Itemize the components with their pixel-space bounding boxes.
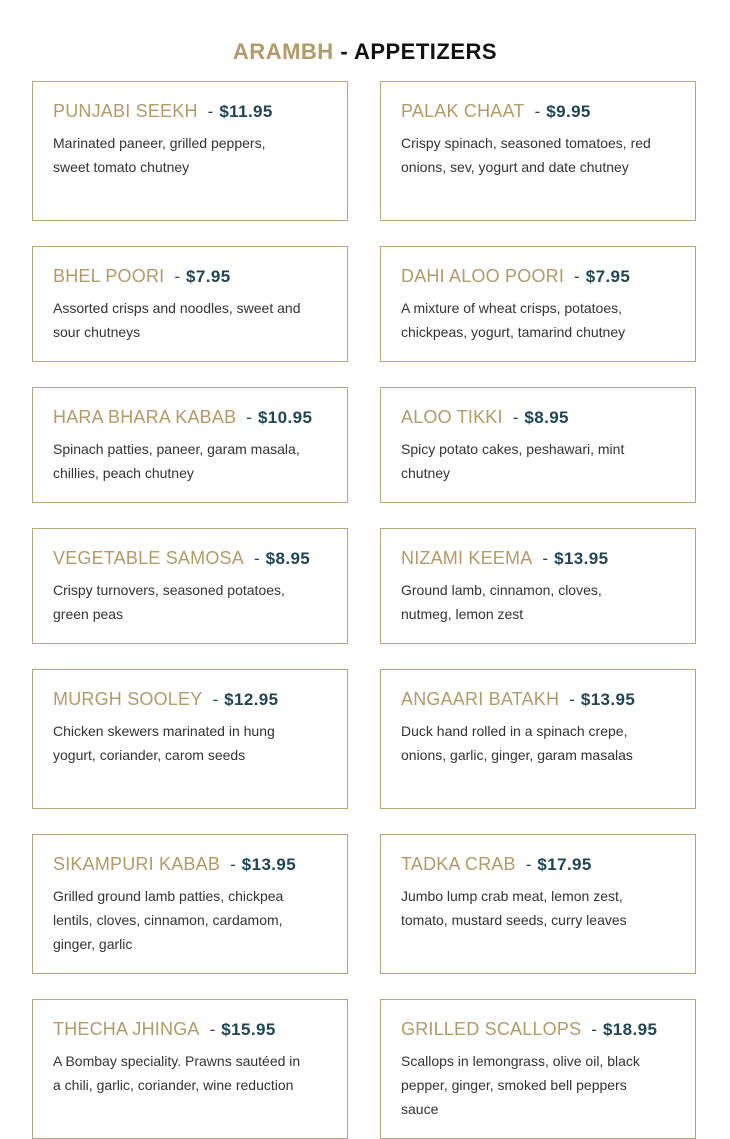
menu-item-name: PALAK CHAAT [401,101,525,121]
menu-item-price: $7.95 [585,267,631,286]
menu-item-price: $17.95 [537,855,592,874]
menu-item-name: PUNJABI SEEKH [53,101,198,121]
menu-item-description: Crispy spinach, seasoned tomatoes, red onions, sev, yogurt and date chutney [401,135,651,175]
menu-item-name: TADKA CRAB [401,854,516,874]
menu-item-price: $13.95 [241,855,297,874]
menu-item-header [401,266,675,292]
menu-item-header [401,407,675,433]
menu-item-card [32,834,348,974]
menu-item-name: BHEL POORI [53,266,165,286]
menu-item-name: ALOO TIKKI [401,407,503,427]
menu-item-name: THECHA JHINGA [53,1019,200,1039]
menu-item-name: VEGETABLE SAMOSA [53,548,244,568]
menu-item-header [53,548,327,574]
price-dash: - [230,855,236,874]
menu-item-header [53,407,327,433]
menu-item-description: Assorted crisps and noodles, sweet and sour chutneys [53,300,301,340]
menu-item-card [380,669,696,809]
menu-item-description: Chicken skewers marinated in hung yogurt, coriander, carom seeds [53,723,275,763]
menu-item-card [380,999,696,1139]
menu-item-card [380,81,696,221]
menu-item-card [32,669,348,809]
menu-item-price: $9.95 [546,102,591,121]
menu-item-price: $8.95 [265,549,311,568]
menu-item-price: $13.95 [580,690,636,709]
price-dash: - [246,408,252,427]
price-dash: - [212,690,219,709]
menu-item-name: NIZAMI KEEMA [401,548,533,568]
menu-item-header [401,101,675,127]
menu-item-card [32,999,348,1139]
menu-item-price: $18.95 [602,1020,658,1039]
menu-item-card [32,81,348,221]
title-separator: - [340,39,349,64]
price-dash: - [253,549,260,568]
menu-item-header [53,101,327,127]
price-dash: - [174,267,181,286]
menu-item-name: DAHI ALOO POORI [401,266,565,286]
menu-item-card [380,528,696,644]
price-dash: - [542,549,549,568]
menu-item-description: Grilled ground lamb patties, chickpea lentils, cloves, cinnamon, cardamom, ginger, garlic [53,888,284,952]
menu-item-description: Ground lamb, cinnamon, cloves, nutmeg, lemon zest [401,582,602,622]
menu-item-description: A mixture of wheat crisps, potatoes, chickpeas, yogurt, tamarind chutney [401,300,626,340]
page-title [0,38,730,66]
menu-item-description: Jumbo lump crab meat, lemon zest, tomato, mustard seeds, curry leaves [401,888,627,928]
menu-item-header [53,689,327,715]
menu-item-header [53,1019,327,1045]
menu-item-card [380,246,696,362]
menu-item-header [401,689,675,715]
menu-item-name: GRILLED SCALLOPS [401,1019,582,1039]
menu-item-price: $8.95 [524,408,569,427]
menu-item-description: Crispy turnovers, seasoned potatoes, green peas [53,582,285,622]
menu-item-name: MURGH SOOLEY [53,689,203,709]
menu-item-price: $12.95 [224,690,279,709]
menu-item-header [401,854,675,880]
menu-item-description: Scallops in lemongrass, olive oil, black pepper, ginger, smoked bell peppers sauce [401,1053,640,1117]
menu-item-header [53,266,327,292]
menu-item-card [32,387,348,503]
price-dash: - [569,690,575,709]
menu-item-description: Duck hand rolled in a spinach crepe, onions, garlic, ginger, garam masalas [401,723,633,763]
menu-item-header [401,1019,675,1045]
menu-item-price: $10.95 [257,408,313,427]
menu-item-name: ANGAARI BATAKH [401,689,560,709]
menu-item-name: SIKAMPURI KABAB [53,854,221,874]
price-dash: - [209,1020,216,1039]
price-dash: - [525,855,532,874]
section-title: APPETIZERS [353,39,498,64]
menu-item-description: Spicy potato cakes, peshawari, mint chutney [401,441,625,481]
menu-item-description: Marinated paneer, grilled peppers, sweet tomato chutney [53,135,266,175]
menu-item-price: $13.95 [554,549,609,568]
menu-item-description: Spinach patties, paneer, garam masala, chillies, peach chutney [53,441,300,481]
price-dash: - [534,102,541,121]
menu-item-price: $15.95 [221,1020,276,1039]
menu-item-name: HARA BHARA KABAB [53,407,237,427]
section-accent: ARAMBH [232,39,334,64]
menu-item-card [32,528,348,644]
menu-item-header [53,854,327,880]
menu-item-price: $11.95 [219,102,273,121]
menu-item-card [380,834,696,974]
menu-item-card [32,246,348,362]
price-dash: - [512,408,519,427]
price-dash: - [591,1020,597,1039]
price-dash: - [207,102,214,121]
menu-item-header [401,548,675,574]
price-dash: - [574,267,580,286]
menu-item-card [380,387,696,503]
menu-item-price: $7.95 [186,267,231,286]
menu-item-description: A Bombay speciality. Prawns sautéed in a chili, garlic, coriander, wine reduction [53,1053,301,1093]
